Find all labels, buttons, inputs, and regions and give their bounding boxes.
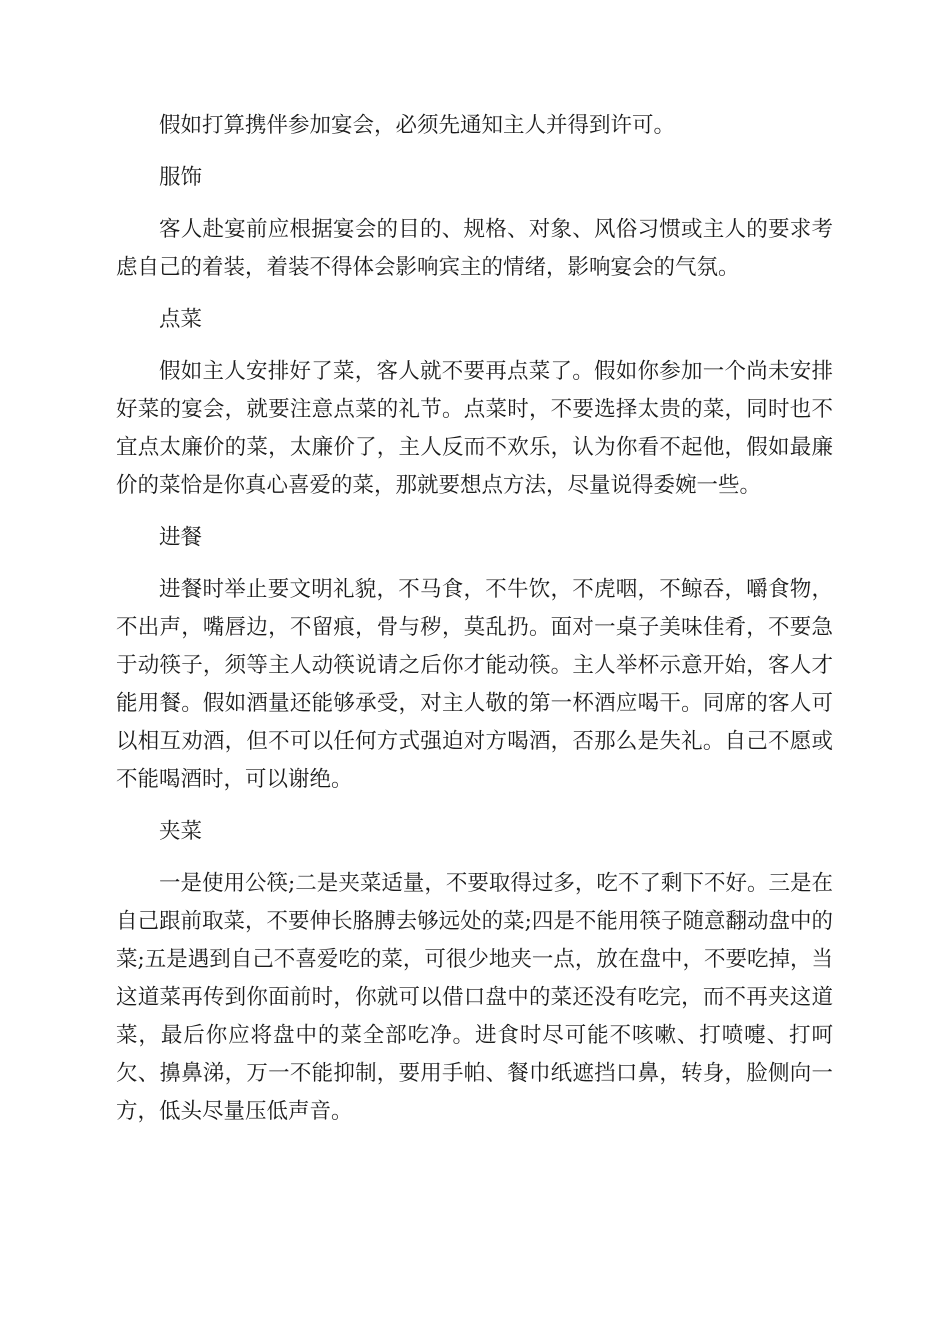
paragraph-attire: 客人赴宴前应根据宴会的目的、规格、对象、风俗习惯或主人的要求考虑自己的着装，着装不得体会影响宾主的情绪，影响宴会的气氛。 [116,217,833,280]
paragraph-companion: 假如打算携伴参加宴会，必须先通知主人并得到许可。 [159,113,676,138]
document-page [116,107,833,1145]
heading-attire: 服饰 [159,165,203,190]
paragraph-dining: 进餐时举止要文明礼貌，不马食，不牛饮，不虎咽，不鲸吞，嚼食物，不出声，嘴唇边，不留痕，骨与秽，莫乱扔。面对一桌子美味佳肴，不要急于动筷子，须等主人动筷说请之后你才能动筷。主人举杯示意开始，客人才能用餐。假如酒量还能够承受，对主人敬的第一杯酒应喝干。同席的客人可以相互劝酒，但不可以任何方式强迫对方喝酒，否那么是失礼。自己不愿或不能喝酒时，可以谢绝。 [116,577,833,792]
heading-serving: 夹菜 [159,819,203,844]
heading-ordering: 点菜 [159,307,203,332]
paragraph-ordering: 假如主人安排好了菜，客人就不要再点菜了。假如你参加一个尚未安排好菜的宴会，就要注意点菜的礼节。点菜时，不要选择太贵的菜，同时也不宜点太廉价的菜，太廉价了，主人反而不欢乐，认为你看不起他，假如最廉价的菜恰是你真心喜爱的菜，那就要想点方法，尽量说得委婉一些。 [116,359,833,498]
heading-dining: 进餐 [159,525,203,550]
paragraph-serving: 一是使用公筷;二是夹菜适量，不要取得过多，吃不了剩下不好。三是在自己跟前取菜，不要伸长胳膊去够远处的菜;四是不能用筷子随意翻动盘中的菜;五是遇到自己不喜爱吃的菜，可很少地夹一点，放在盘中，不要吃掉，当这道菜再传到你面前时，你就可以借口盘中的菜还没有吃完，而不再夹这道菜，最后你应将盘中的菜全部吃净。进食时尽可能不咳嗽、打喷嚏、打呵欠、擤鼻涕，万一不能抑制，要用手帕、餐巾纸遮挡口鼻，转身，脸侧向一方，低头尽量压低声音。 [116,871,833,1124]
